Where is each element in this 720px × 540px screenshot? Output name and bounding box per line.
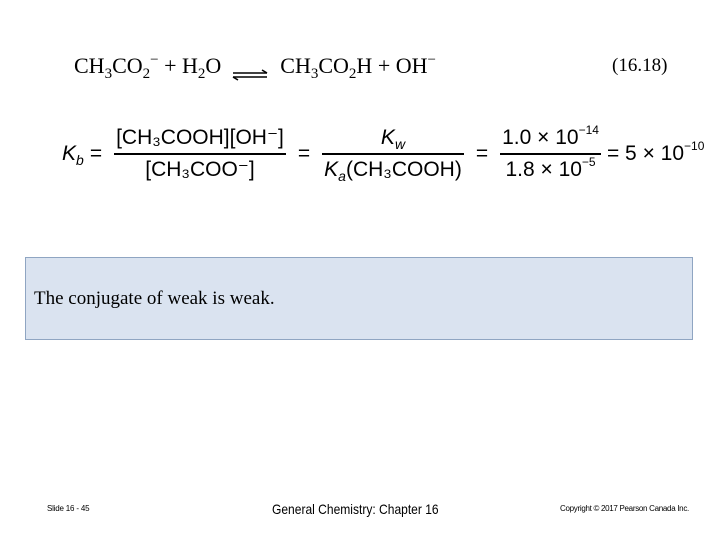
- equation-number: (16.18): [612, 55, 668, 76]
- fraction-bar: [322, 153, 464, 155]
- kw-over-ka-fraction: [322, 125, 464, 183]
- callout-box: [25, 257, 693, 340]
- course-title: General Chemistry: Chapter 16: [272, 501, 439, 517]
- slide-number: Slide 16 - 45: [47, 504, 90, 513]
- equilibrium-arrow-icon: [231, 61, 269, 75]
- kb-symbol: $K_b$: [62, 142, 84, 168]
- reactant-water: $H_2O$: [182, 53, 222, 82]
- reaction-equation: [74, 52, 436, 80]
- fraction-numerator: [CH₃COOH][OH⁻]: [116, 126, 284, 149]
- fraction-numerator: $K_w$: [380, 126, 406, 152]
- fraction-numerator: $1.0 \times 10^{-14}$: [502, 123, 599, 149]
- numeric-fraction: [500, 125, 601, 183]
- fraction-bar: [114, 153, 286, 155]
- reactant-acetate: $CH_3CO_2^-$: [74, 52, 159, 82]
- plus-sign: +: [377, 53, 391, 78]
- product-hydroxide: OH−: [395, 52, 436, 78]
- concentration-fraction: [114, 125, 286, 183]
- copyright-notice: Copyright © 2017 Pearson Canada Inc.: [560, 504, 689, 513]
- kb-equation: [62, 118, 704, 190]
- product-acetic-acid: $CH_3CO_2H$: [280, 53, 373, 82]
- fraction-denominator: $1.8 \times 10^{-5}$: [505, 155, 596, 181]
- fraction-denominator: $K_a(CH_3COOH)$: [324, 158, 462, 184]
- equals-sign: =: [297, 142, 311, 165]
- fraction-denominator: [CH₃COO⁻]: [145, 158, 255, 181]
- equals-sign: =: [89, 142, 103, 165]
- kb-result: = $5 \times 10^{-10}$: [606, 139, 705, 165]
- callout-text: The conjugate of weak is weak.: [34, 288, 275, 309]
- equals-sign: =: [475, 142, 489, 165]
- plus-sign: +: [164, 53, 177, 78]
